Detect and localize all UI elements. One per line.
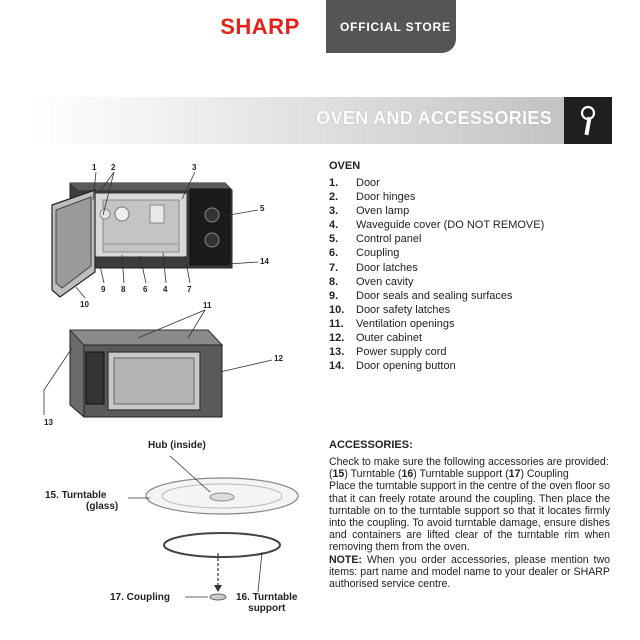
callout-label: 11: [203, 301, 212, 310]
turntable-support-label: 16. Turntable support: [236, 592, 298, 614]
list-item: 2. Door hinges: [329, 191, 416, 204]
list-item: 14. Door opening button: [329, 360, 456, 373]
turntable-label: 15. Turntable (glass): [45, 490, 119, 512]
sharp-logo[interactable]: SHARP: [220, 13, 300, 39]
accessories-note: NOTE: When you order accessories, please mention two items: part name and model name to your dealer or SHARP authorised service centre.: [329, 553, 610, 591]
callout-label: 4: [163, 285, 168, 294]
accessories-intro: Check to make sure the following accessories are provided:: [329, 456, 609, 468]
accessories-instructions: Place the turntable support in the centre of the oven floor so that it can freely rotate around the coupling. Then place the turntable on to the turntable support so that it locates firmly into the coupling. To avoid turntable damage, ensure dishes and containers are lifted clear of the turntable rim when removing them from the oven.: [329, 480, 610, 554]
list-item: 9. Door seals and sealing surfaces: [329, 289, 513, 302]
list-item: 12. Outer cabinet: [329, 332, 423, 345]
list-item: 6. Coupling: [329, 247, 400, 260]
callout-label: 3: [192, 163, 197, 172]
callout-label: 5: [260, 204, 265, 213]
accessories-heading: ACCESSORIES:: [329, 439, 413, 451]
list-item: 1. Door: [329, 177, 380, 189]
hub-label: Hub (inside): [148, 440, 206, 451]
oven-heading: OVEN: [329, 160, 361, 172]
list-item: 3. Oven lamp: [329, 205, 410, 218]
list-item: 10. Door safety latches: [329, 303, 451, 316]
official-store-badge[interactable]: OFFICIAL STORE: [326, 0, 456, 53]
callout-label: 13: [44, 418, 53, 427]
callout-label: 14: [260, 257, 269, 266]
list-item: 4. Waveguide cover (DO NOT REMOVE): [329, 219, 545, 232]
coupling-label: 17. Coupling: [110, 592, 170, 603]
list-item: 5. Control panel: [329, 233, 422, 246]
callout-label: 8: [121, 285, 126, 294]
callout-label: 10: [80, 300, 89, 309]
callout-label: 12: [274, 354, 283, 363]
callout-label: 7: [187, 285, 192, 294]
list-item: 11. Ventilation openings: [329, 317, 455, 330]
callout-label: 2: [111, 163, 116, 172]
callout-label: 1: [92, 163, 97, 172]
callout-label: 9: [101, 285, 106, 294]
list-item: 13. Power supply cord: [329, 346, 447, 359]
list-item: 7. Door latches: [329, 261, 418, 274]
list-item: 8. Oven cavity: [329, 275, 414, 288]
callout-label: 6: [143, 285, 148, 294]
accessories-items: (15) Turntable (16) Turntable support (17) Coupling: [329, 468, 569, 481]
section-title: OVEN AND ACCESSORIES: [316, 108, 552, 128]
